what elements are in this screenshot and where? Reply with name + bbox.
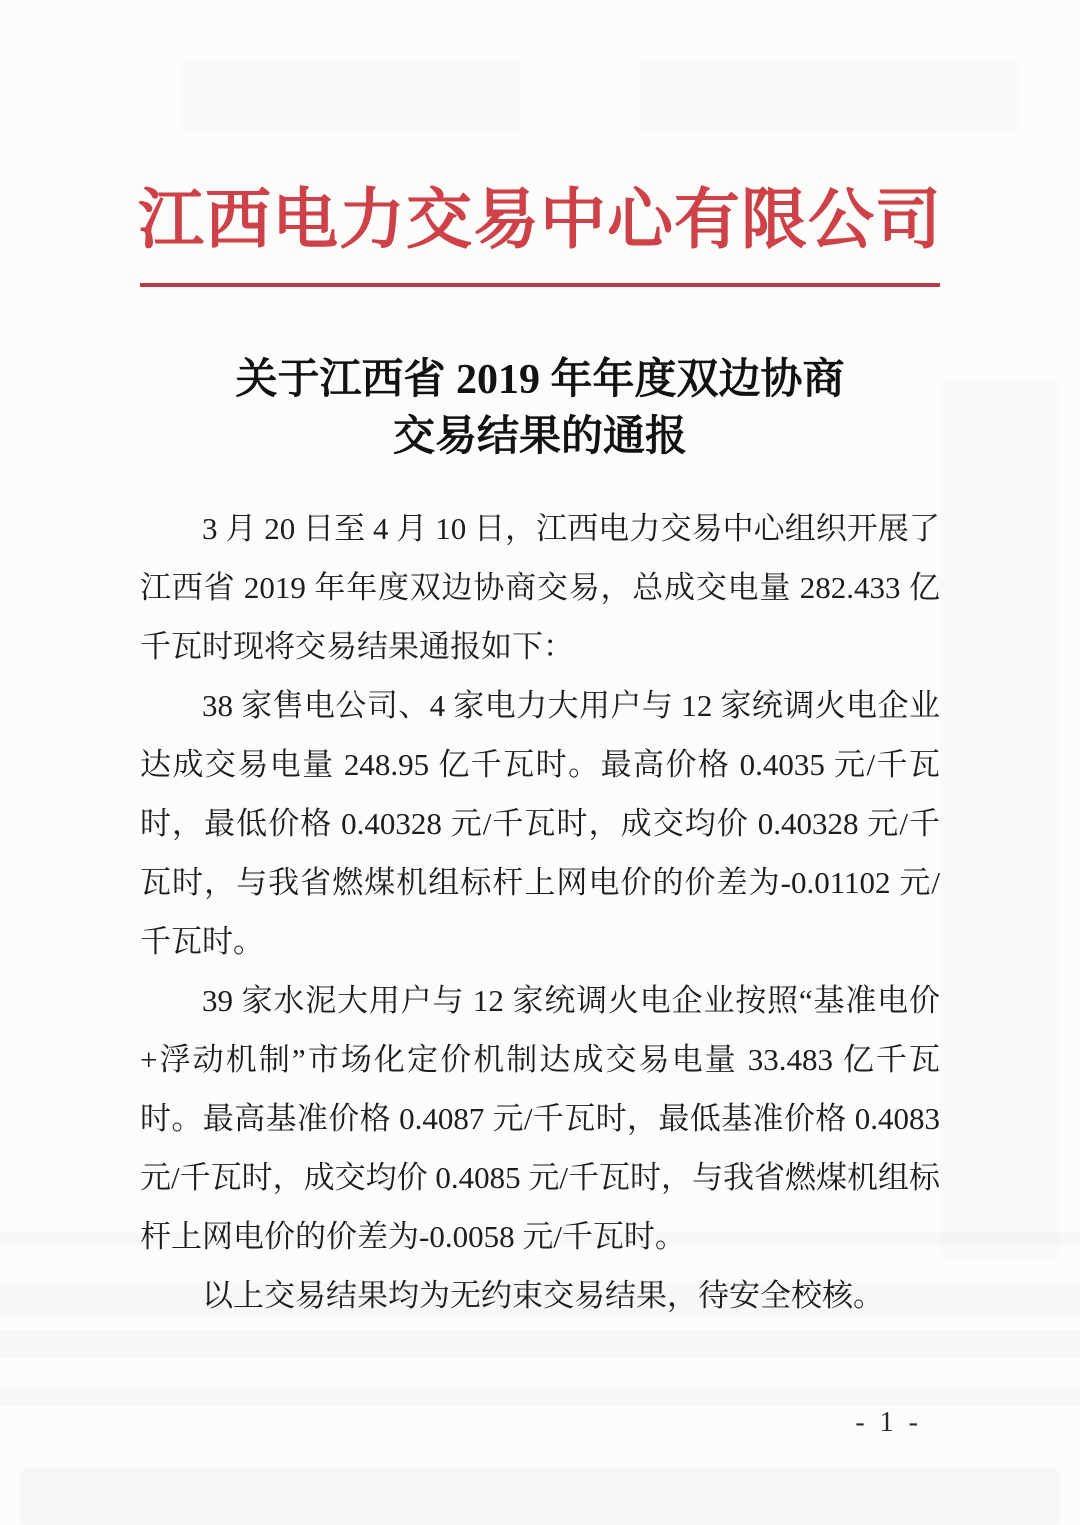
page-number: - 1 -	[855, 1407, 922, 1438]
paragraph-thermal-trading-results: 38 家售电公司、4 家电力大用户与 12 家统调火电企业达成交易电量 248.95 亿千瓦时。最高价格 0.4035 元/千瓦时，最低价格 0.40328 元/千瓦时，成交均价 0.40328 元/千瓦时，与我省燃煤机组标杆上网电价的价差为-0.01102 元/千瓦时。	[140, 688, 940, 959]
scan-noise-band	[640, 60, 1020, 130]
document-body	[140, 499, 940, 1325]
document-title	[0, 352, 1080, 466]
scan-noise-band	[940, 380, 1060, 1260]
document-title-line-1: 关于江西省 2019 年年度双边协商	[235, 357, 845, 403]
letterhead-company-name: 江西电力交易中心有限公司	[138, 184, 942, 257]
scan-noise-band	[0, 1388, 1080, 1406]
letterhead-divider-line	[140, 283, 940, 287]
paragraph-cement-trading-results: 39 家水泥大用户与 12 家统调火电企业按照“基准电价+浮动机制”市场化定价机制达成交易电量 33.483 亿千瓦时。最高基准价格 0.4087 元/千瓦时，最低基准价格 0.4083 元/千瓦时，成交均价 0.4085 元/千瓦时，与我省燃煤机组标杆上网电价的价差为-0.0058 元/千瓦时。	[140, 983, 940, 1254]
document-title-line-2: 交易结果的通报	[392, 414, 687, 460]
paragraph-closing-note: 以上交易结果均为无约束交易结果，待安全校核。	[202, 1278, 884, 1313]
scan-noise-band	[180, 60, 520, 130]
paragraph-trading-overview: 3 月 20 日至 4 月 10 日，江西电力交易中心组织开展了江西省 2019 年年度双边协商交易，总成交电量 282.433 亿千瓦时现将交易结果通报如下：	[140, 511, 940, 664]
scan-noise-band	[0, 1330, 1080, 1358]
scan-noise-band	[20, 1468, 1060, 1525]
